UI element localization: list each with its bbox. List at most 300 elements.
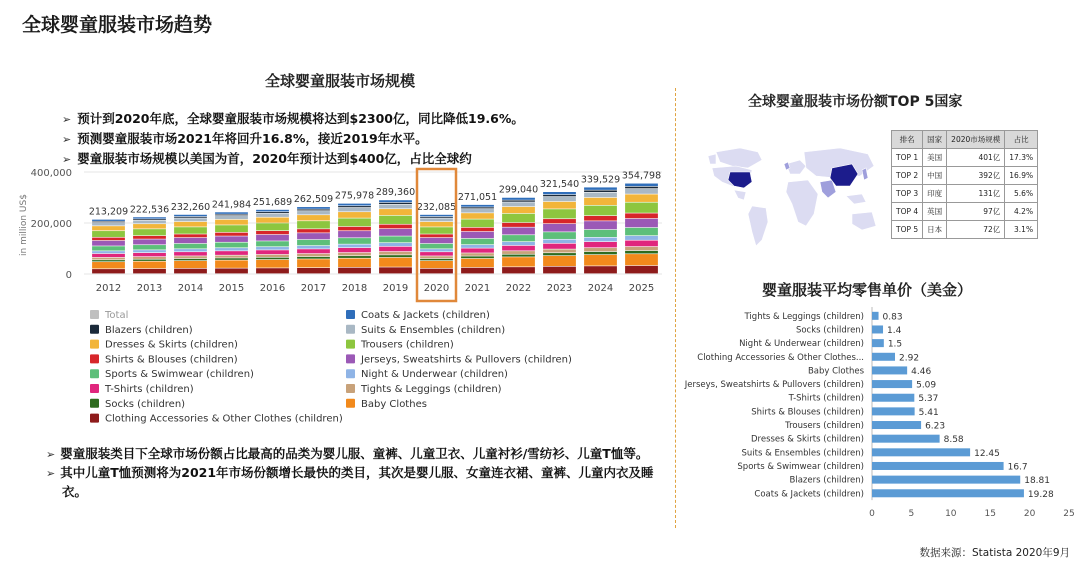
bar-segment [584,248,617,251]
bar-segment [584,193,617,198]
bar-segment [174,256,207,258]
bar-segment [584,252,617,254]
price-bar [872,435,940,443]
bar-segment [256,268,289,273]
bar-segment [297,268,330,273]
bar-segment [133,262,166,269]
bar-segment [502,267,535,273]
legend-label: Suits & Ensembles (children) [361,324,506,336]
bar-segment [543,253,576,255]
bar-segment [215,251,248,255]
bar-segment [174,249,207,251]
bar-segment [215,220,248,225]
bar-segment [256,212,289,213]
bar-segment [338,204,371,206]
x-tick-label: 2022 [505,283,532,294]
retail-price-title: 婴童服装平均零售单价（美金） [762,281,973,299]
y-axis-label: in million US$ [19,194,29,256]
retail-price-chart [684,307,1075,519]
africa-shape [786,180,818,226]
bar-segment [338,212,371,218]
bar-segment [215,236,248,242]
bar-segment [543,240,576,243]
legend-swatch [90,399,99,408]
total-label: 289,360 [375,187,416,199]
total-label: 232,085 [416,201,457,213]
bar-segment [174,215,207,216]
bar-segment [625,203,658,213]
legend-label: Baby Clothes [361,398,427,410]
x-tick-label: 5 [908,509,915,519]
bar-segment [256,223,289,230]
bar-segment [338,218,371,226]
bar-segment [543,219,576,223]
bar-segment [379,236,412,242]
section-divider [675,88,676,528]
category-label: Shirts & Blouses (children) [751,407,864,418]
bar-segment [174,234,207,237]
price-bar [872,476,1020,484]
category-label: Sports & Swimwear (children) [737,461,864,472]
bar-segment [215,212,248,214]
bar-segment [502,200,535,201]
alaska-shape [708,154,716,164]
y-tick-label: 400,000 [30,168,72,179]
table-row [892,185,1038,203]
legend-swatch [346,325,355,334]
legend-swatch [346,369,355,378]
bar-segment [297,249,330,253]
bar-segment [420,227,453,234]
bar-segment [379,203,412,204]
legend-swatch [346,384,355,393]
legend-swatch [90,414,99,423]
bar-segment [174,218,207,221]
bar-segment [338,231,371,237]
source-note: 数据来源：Statista 2020年9月 [919,547,1070,559]
country-cell: 日本 [923,221,947,239]
price-bar [872,312,879,320]
bar-segment [133,245,166,250]
chart-legend [90,310,572,425]
category-label: Dresses & Skirts (children) [750,434,864,445]
price-bar [872,421,921,429]
legend-swatch [90,340,99,349]
bar-segment [174,252,207,256]
bar-segment [256,235,289,241]
price-bar [872,394,914,402]
legend-label: Night & Underwear (children) [361,369,508,381]
header-country: 国家 [923,131,947,149]
share-cell: 3.1% [1005,221,1038,239]
bar-segment [133,221,166,224]
total-label: 251,689 [252,196,293,208]
table-row [892,221,1038,239]
bar-segment [461,259,494,267]
bar-segment [625,187,658,189]
legend-swatch [346,399,355,408]
bar-segment [256,231,289,234]
total-label: 339,529 [580,174,621,186]
bar-segment [543,267,576,274]
southeast-asia-shape [846,194,866,204]
bar-segment [338,256,371,258]
bar-segment [92,223,125,226]
bar-segment [379,209,412,215]
total-label: 222,536 [129,204,170,216]
bar-segment [92,238,125,241]
bar-segment [584,266,617,273]
bar-segment [502,246,535,251]
value-label: 0.83 [882,312,903,323]
share-cell: 16.9% [1005,167,1038,185]
total-label: 299,040 [498,184,539,196]
bar-segment [502,235,535,241]
country-cell: 英国 [923,203,947,221]
bar-segment [338,248,371,252]
bar-segment [379,258,412,267]
bar-segment [584,198,617,205]
bar-segment [584,238,617,242]
size-cell: 72亿 [947,221,1005,239]
bar-segment [133,217,166,218]
bar-segment [625,236,658,240]
category-label: Socks (children) [795,325,864,336]
legend-swatch [90,310,99,319]
category-label: Clothing Accessories & Other Clothes... [697,352,864,363]
bar-segment [379,267,412,273]
legend-swatch [90,325,99,334]
bar-segment [215,255,248,257]
size-cell: 97亿 [947,203,1005,221]
bar-segment [256,214,289,217]
category-label: Jerseys, Sweatshirts & Pullovers (children) [684,380,864,391]
rank-cell: TOP 1 [892,149,923,167]
bar-segment [543,197,576,201]
bar-segment [133,239,166,244]
category-label: Suits & Ensembles (children) [741,448,864,459]
country-cell: 美国 [923,149,947,167]
top5-table [891,130,1038,239]
bar-segment [256,255,289,257]
bar-segment [420,215,453,216]
market-size-title: 全球婴童服装市场规模 [264,72,415,90]
bar-segment [133,219,166,220]
bar-segment [256,218,289,223]
bar-segment [92,269,125,273]
bar-segment [461,256,494,258]
value-label: 1.5 [887,339,903,350]
size-cell: 401亿 [947,149,1005,167]
bar-segment [420,259,453,260]
x-tick-label: 10 [945,509,957,519]
category-label: T-Shirts (children) [788,393,864,404]
bar-segment [625,219,658,227]
bar-segment [461,213,494,219]
bar-segment [338,206,371,207]
bar-segment [215,243,248,248]
bar-segment [584,190,617,192]
bar-segment [92,226,125,230]
legend-label: Jerseys, Sweatshirts & Pullovers (children) [361,354,572,366]
bar-segment [461,228,494,232]
south-america-shape [748,206,768,246]
value-label: 8.58 [943,435,964,446]
category-label: Trousers (children) [785,421,864,432]
bar-segment [543,249,576,252]
bar-segment [461,209,494,213]
bar-segment [133,253,166,256]
bar-segment [461,239,494,245]
legend-swatch [90,384,99,393]
value-label: 5.09 [916,380,937,391]
bar-segment [461,205,494,207]
x-tick-label: 2018 [341,283,368,294]
bar-segment [625,266,658,274]
bar-segment [215,258,248,260]
bar-segment [215,225,248,232]
bar-segment [92,231,125,237]
header-share: 占比 [1005,131,1038,149]
size-cell: 131亿 [947,185,1005,203]
bar-segment [461,253,494,256]
bar-segment [297,259,330,267]
price-bar [872,339,884,347]
bar-segment [297,229,330,232]
x-tick-label: 2014 [177,283,204,294]
bar-segment [379,225,412,229]
bar-segment [338,259,371,268]
top5-header-row [892,131,1038,149]
x-tick-label: 15 [984,509,996,519]
bar-segment [625,247,658,250]
bar-segment [92,222,125,223]
bar-segment [420,256,453,258]
share-cell: 17.3% [1005,149,1038,167]
table-row [892,203,1038,221]
bar-segment [256,258,289,260]
bar-segment [543,192,576,194]
total-label: 232,260 [170,201,211,213]
legend-label: Clothing Accessories & Other Clothes (children) [105,413,343,425]
bar-segment [297,246,330,249]
legend-swatch [90,369,99,378]
share-cell: 4.2% [1005,203,1038,221]
bar-segment [215,233,248,236]
bar-segment [297,221,330,228]
bar-segment [625,184,658,187]
bullet-2: ➢ 预测婴童服装市场2021年将回升16.8%，接近2019年水平。 [62,129,524,149]
bottom-bullet-2: ➢ 其中儿童T恤预测将为2021年市场份额增长最快的类目，其次是婴儿服、女童连衣裙、童裤、儿童内衣及睡衣。 [46,464,666,501]
total-label: 354,798 [621,170,662,182]
bullet-1: ➢ 预计到2020年底，全球婴童服装市场规模将达到$2300亿，同比降低19.6%。 [62,109,524,129]
bar-segment [174,227,207,234]
bar-segment [379,229,412,236]
x-tick-label: 2017 [300,283,327,294]
bar-segment [215,214,248,215]
x-tick-label: 20 [1023,509,1036,519]
bar-segment [420,222,453,227]
header-size: 2020市场规模 [947,131,1005,149]
bar-segment [379,205,412,209]
legend-label: Sports & Swimwear (children) [105,369,254,381]
bar-segment [502,207,535,213]
bar-segment [133,250,166,252]
bar-segment [133,260,166,261]
bar-segment [461,268,494,274]
bar-segment [584,255,617,266]
bar-segment [502,251,535,254]
bar-segment [215,260,248,267]
stacked-market-chart [19,168,662,301]
value-label: 5.41 [918,407,939,418]
bar-segment [92,241,125,246]
bar-segment [543,224,576,232]
value-label: 12.45 [974,448,1000,459]
bar-segment [297,254,330,256]
bar-segment [133,229,166,235]
x-tick-label: 2013 [136,283,163,294]
bar-segment [133,269,166,274]
legend-label: Socks (children) [105,398,186,410]
country-cell: 中国 [923,167,947,185]
total-label: 321,540 [539,179,580,191]
table-row [892,167,1038,185]
legend-label: Trousers (children) [361,339,454,351]
rank-cell: TOP 2 [892,167,923,185]
rank-cell: TOP 4 [892,203,923,221]
bar-segment [174,259,207,260]
legend-label: T-Shirts (children) [105,384,194,395]
bar-segment [92,260,125,261]
bar-segment [133,224,166,229]
legend-swatch [90,354,99,363]
price-bar [872,448,970,456]
bar-segment [133,236,166,239]
value-label: 18.81 [1024,476,1050,487]
rank-cell: TOP 5 [892,221,923,239]
legend-label: Coats & Jackets (children) [361,310,490,321]
bar-segment [174,222,207,227]
legend-label: Blazers (children) [105,324,193,336]
price-bar [872,325,883,333]
value-label: 16.7 [1007,462,1028,473]
bar-segment [502,255,535,257]
legend-label: Dresses & Skirts (children) [105,339,238,351]
bar-segment [625,251,658,254]
bar-segment [297,207,330,209]
bottom-bullet-1: ➢ 婴童服装类目下全球市场份额占比最高的品类为婴儿服、童裤、儿童卫衣、儿童衬衫/雪纺衫、儿童T恤等。 [46,445,666,464]
bar-segment [461,232,494,238]
total-label: 262,509 [293,194,334,206]
x-tick-label: 2019 [382,283,409,294]
page-title: 全球婴童服装市场趋势 [22,14,213,36]
value-label: 19.28 [1027,489,1054,500]
bar-segment [625,241,658,247]
country-cell: 印度 [923,185,947,203]
x-tick-label: 25 [1063,509,1075,519]
bar-segment [92,254,125,257]
category-label: Baby Clothes [807,366,864,377]
bar-segment [215,268,248,273]
bar-segment [502,242,535,245]
bar-segment [584,187,617,189]
bar-segment [297,240,330,245]
bar-segment [92,220,125,221]
price-bar [872,380,912,388]
top5-title: 全球婴童服装市场份额TOP 5国家 [748,94,963,110]
bar-segment [379,255,412,257]
bar-segment [338,268,371,274]
bar-segment [297,215,330,220]
bar-segment [625,213,658,218]
bar-segment [584,206,617,216]
x-tick-label: 2023 [546,283,573,294]
bar-segment [256,260,289,268]
bar-segment [543,244,576,249]
value-label: 1.4 [887,325,902,336]
bar-segment [215,216,248,219]
bar-segment [543,195,576,196]
bar-segment [338,208,371,212]
bar-segment [174,269,207,274]
bar-segment [502,198,535,200]
bar-segment [543,232,576,239]
legend-swatch [346,354,355,363]
bar-segment [420,234,453,237]
bar-segment [420,261,453,268]
bar-segment [256,241,289,246]
x-tick-label: 2025 [628,283,655,294]
bar-segment [174,238,207,243]
bar-segment [625,194,658,202]
bar-segment [297,257,330,259]
bar-segment [379,200,412,202]
bar-segment [461,248,494,252]
bar-segment [502,214,535,223]
bar-segment [92,246,125,250]
value-label: 4.46 [911,366,932,377]
bar-segment [174,261,207,268]
price-bar [872,407,915,415]
bar-segment [297,211,330,214]
bar-segment [502,227,535,234]
bar-segment [379,216,412,224]
table-row [892,149,1038,167]
bar-segment [420,269,453,274]
bar-segment [625,254,658,265]
bar-segment [584,242,617,247]
legend-swatch [346,310,355,319]
legend-label: Shirts & Blouses (children) [105,354,238,366]
bar-segment [338,253,371,256]
share-cell: 5.6% [1005,185,1038,203]
total-label: 271,051 [457,191,498,203]
bar-segment [461,219,494,227]
price-bar [872,489,1024,497]
bar-segment [502,202,535,206]
x-tick-label: 2012 [95,283,122,294]
bar-segment [543,256,576,266]
header-rank: 排名 [892,131,923,149]
bar-segment [420,218,453,221]
rank-cell: TOP 3 [892,185,923,203]
bar-segment [297,233,330,239]
bar-segment [92,258,125,260]
bar-segment [461,245,494,248]
bar-segment [92,262,125,268]
china-shape [830,164,858,186]
